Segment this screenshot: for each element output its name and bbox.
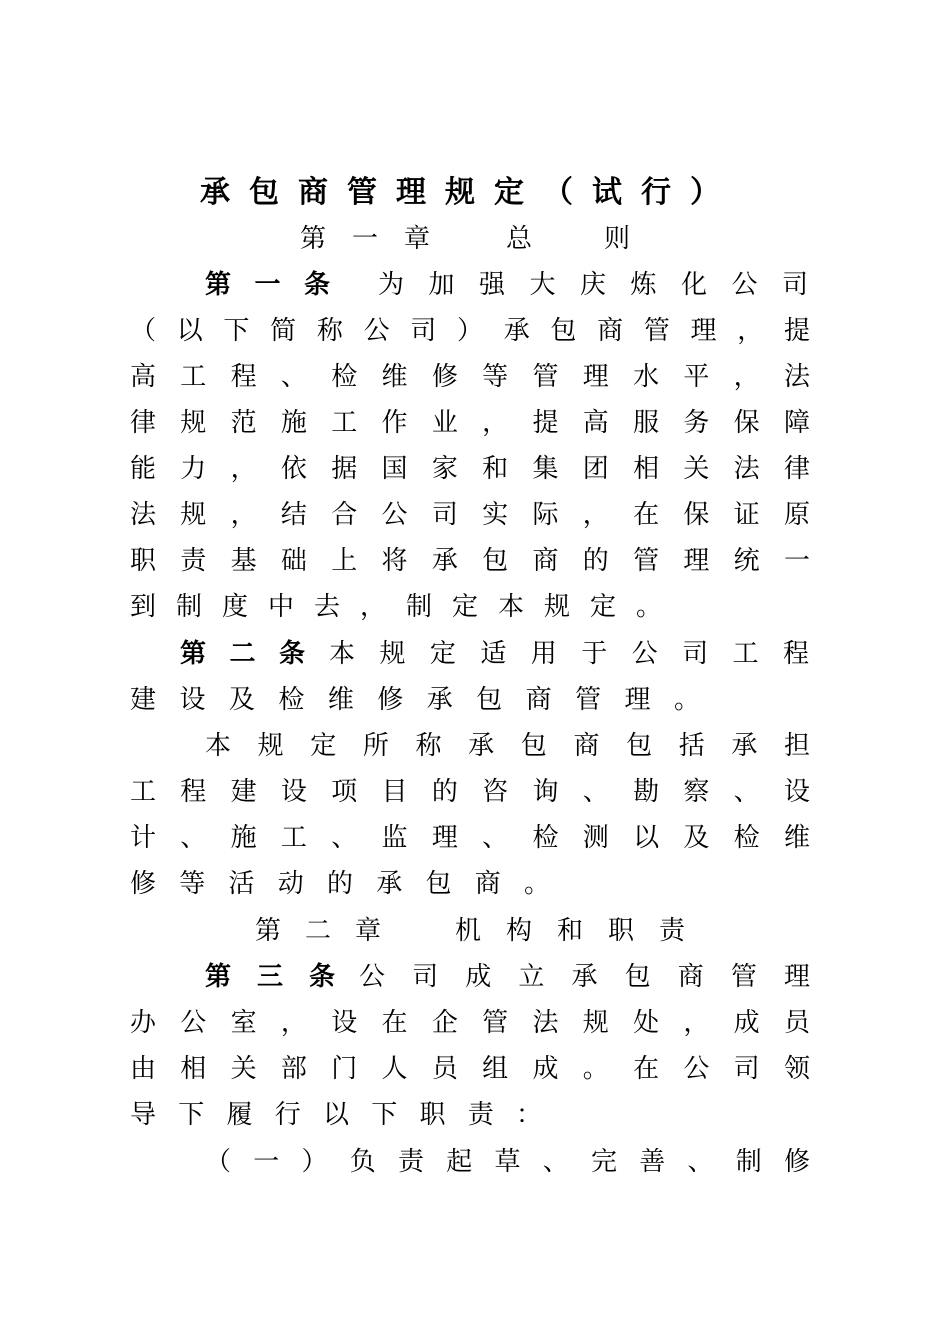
article-2-text-line: 建设及检维修承包商管理。: [130, 685, 700, 715]
paragraph-text-line: 计、施工、监理、检测以及检维: [130, 823, 810, 853]
paragraph-text-line: 修等活动的承包商。: [130, 869, 550, 899]
article-1-text-line: 职责基础上将承包商的管理统一: [130, 546, 810, 576]
article-1-text-line: 法规，结合公司实际，在保证原: [130, 500, 810, 530]
chapter-2-heading: [255, 908, 685, 954]
chapter-1-number: 第一章: [300, 224, 430, 254]
article-3-text-line: 导下履行以下职责：: [130, 1100, 542, 1130]
article-1-text-line: 律规范施工作业，提高服务保障: [130, 408, 810, 438]
article-3-text-line: 办公室，设在企管法规处，成员: [130, 1008, 810, 1038]
paragraph-text-line: 本规定所称承包商包括承担: [205, 731, 810, 761]
article-2-first-line: [180, 631, 810, 677]
article-2-label: 第二条: [180, 639, 305, 669]
item-1-text-line: （一）负责起草、完善、制修: [205, 1147, 810, 1177]
article-1-text-line: 能力，依据国家和集团相关法律: [130, 454, 810, 484]
article-3-label: 第三条: [205, 962, 335, 992]
article-1-first-line: [205, 262, 810, 308]
article-1-text-line: 高工程、检维修等管理水平，法: [130, 362, 810, 392]
article-1-text-line: 到制度中去，制定本规定。: [130, 592, 662, 622]
article-1-text-line: 为加强大庆炼化公司: [378, 270, 808, 300]
chapter-2-name: 机构和职责: [455, 916, 685, 946]
chapter-1-heading: [300, 216, 630, 262]
article-1-label: 第一条: [205, 270, 330, 300]
document-title: 承包商管理规定（试行）: [200, 175, 720, 210]
article-1-text-line: （以下简称公司）承包商管理，提: [130, 316, 810, 346]
article-3-text-line: 由相关部门人员组成。在公司领: [130, 1054, 810, 1084]
article-3-text-line: 公司成立承包商管理: [359, 962, 810, 992]
chapter-2-number: 第二章: [255, 916, 381, 946]
article-3-first-line: [205, 954, 810, 1000]
chapter-1-name: 总 则: [506, 224, 630, 254]
paragraph-text-line: 工程建设项目的咨询、勘察、设: [130, 777, 810, 807]
article-2-text-line: 本规定适用于公司工程: [329, 639, 809, 669]
